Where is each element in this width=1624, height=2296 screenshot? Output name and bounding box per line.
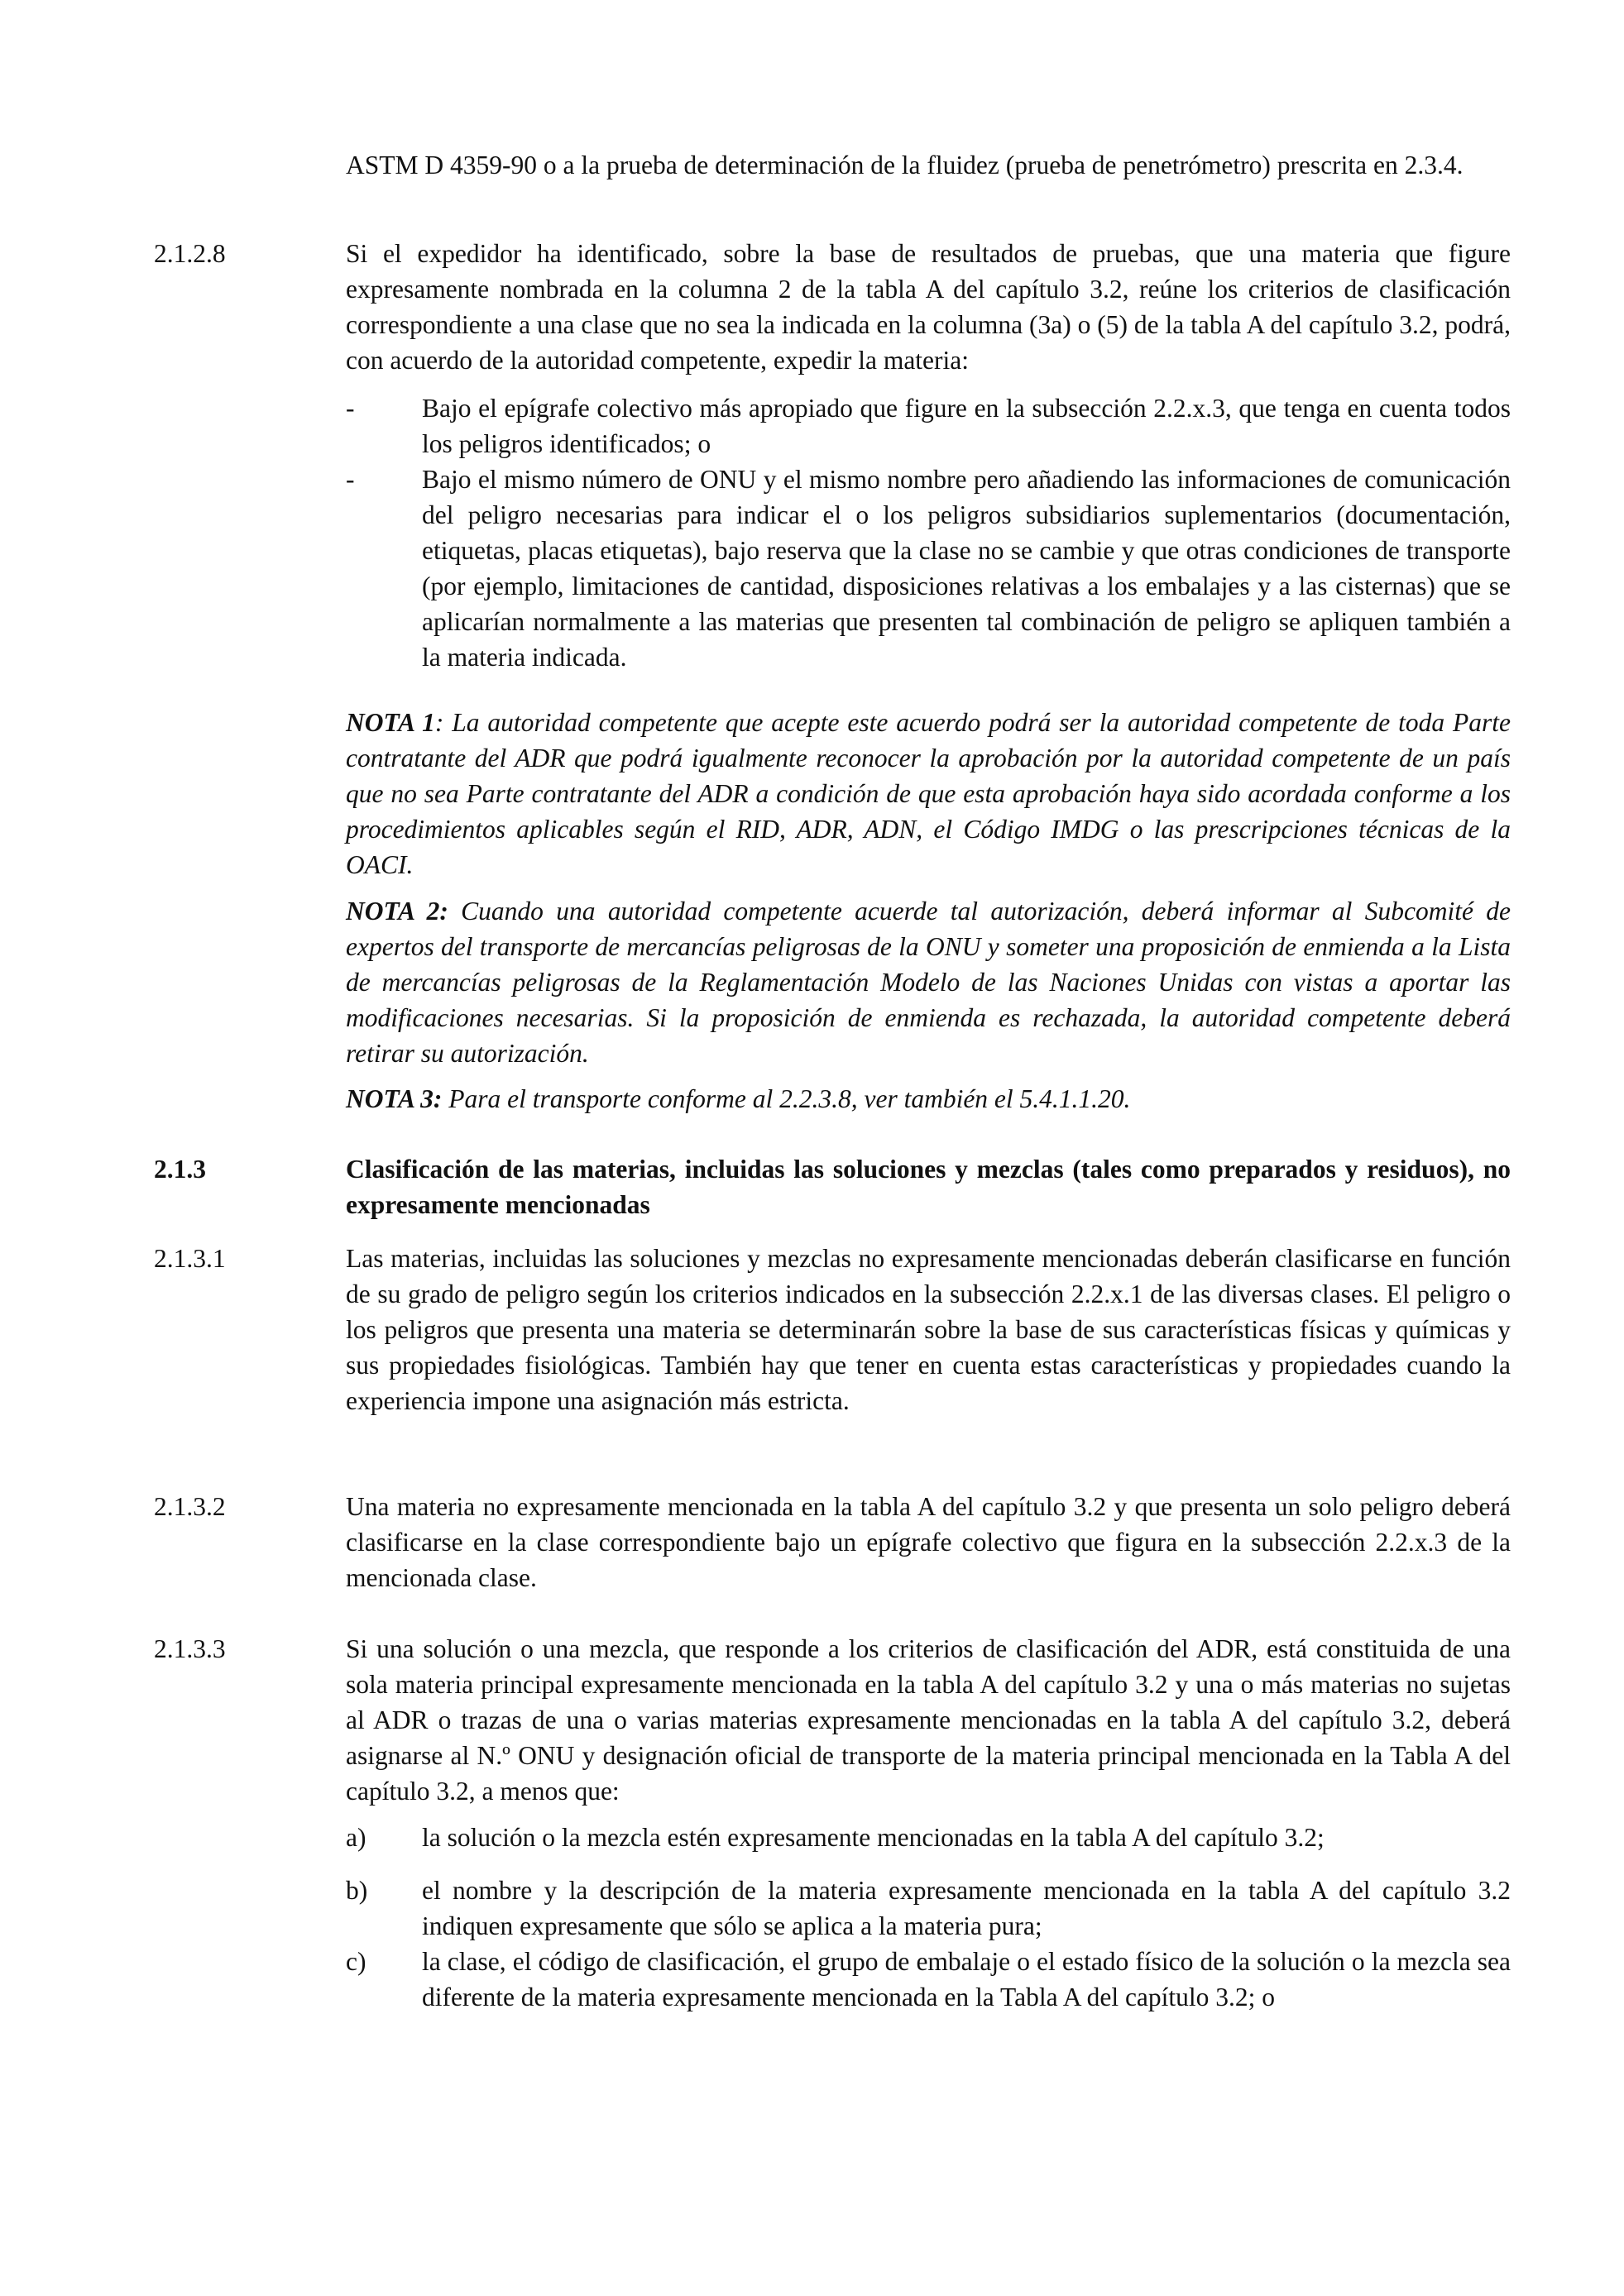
section-number: 2.1.2.8 — [154, 239, 226, 268]
note-separator — [448, 897, 461, 926]
section-number: 2.1.3.2 — [154, 1492, 226, 1521]
bullet-mark: - — [346, 465, 355, 494]
note-text — [346, 705, 1511, 883]
note-body: Para el transporte conforme al 2.2.3.8, ver también el 5.4.1.1.20. — [448, 1084, 1131, 1113]
section-number: 2.1.3.1 — [154, 1244, 226, 1273]
section-number: 2.1.3.3 — [154, 1634, 226, 1663]
list-text: la clase, el código de clasificación, el grupo de embalaje o el estado físico de la solución o la mezcla sea diferente de la materia expresamente mencionada en la Tabla A del capítulo 3.2; o — [422, 1947, 1511, 2011]
note-body: La autoridad competente que acepte este acuerdo podrá ser la autoridad competente de toda Parte contratante del ADR que podrá igualmente reconocer la aprobación por la autoridad competente de un país que no sea Parte contratante del ADR a condición de que esta aprobación haya sido acordada conforme a los procedimientos aplicables según el RID, ADR, ADN, el Código IMDG o las prescripciones técnicas de la OACI. — [346, 708, 1511, 879]
section-text: Si el expedidor ha identificado, sobre la base de resultados de pruebas, que una materia que figure expresamente nombrada en la columna 2 de la tabla A del capítulo 3.2, reúne los criterios de clasificación correspondiente a una clase que no sea la indicada en la columna (3a) o (5) de la tabla A del capítulo 3.2, podrá, con acuerdo de la autoridad competente, expedir la materia: — [346, 239, 1511, 375]
section-title: Clasificación de las materias, incluidas las soluciones y mezclas (tales como preparados y residuos), no expresamente mencionadas — [346, 1155, 1511, 1219]
note-label: NOTA 1 — [346, 708, 435, 737]
note-label: NOTA 2: — [346, 897, 448, 926]
section-text: Una materia no expresamente mencionada en la tabla A del capítulo 3.2 y que presenta un solo peligro deberá clasificarse en la clase correspondiente bajo un epígrafe colectivo que figura en la subsección 2.2.x.3 de la mencionada clase. — [346, 1492, 1511, 1592]
list-text: el nombre y la descripción de la materia expresamente mencionada en la tabla A del capítulo 3.2 indiquen expresamente que sólo se aplica a la materia pura; — [422, 1876, 1511, 1940]
bullet-text: Bajo el mismo número de ONU y el mismo nombre pero añadiendo las informaciones de comunicación del peligro necesarias para indicar el o los peligros subsidiarios suplementarios (documentación, etiquetas, placas etiquetas), bajo reserva que la clase no se cambie y que otras condiciones de transporte (por ejemplo, limitaciones de cantidad, disposiciones relativas a los embalajes y a las cisternas) que se aplicarían normalmente a las materias que presenten tal combinación de peligro se apliquen también a la materia indicada. — [422, 465, 1511, 672]
section-number: 2.1.3 — [154, 1155, 206, 1184]
note-text — [346, 893, 1511, 1071]
note-body: Cuando una autoridad competente acuerde tal autorización, deberá informar al Subcomité de expertos del transporte de mercancías peligrosas de la ONU y someter una proposición de enmienda a la Lista de mercancías peligrosas de la Reglamentación Modelo de las Naciones Unidas con vistas a aportar las modificaciones necesarias. Si la proposición de enmienda es rechazada, la autoridad competente deberá retirar su autorización. — [346, 897, 1511, 1068]
note-separator: : — [434, 708, 453, 737]
bullet-text: Bajo el epígrafe colectivo más apropiado que figure en la subsección 2.2.x.3, que tenga en cuenta todos los peligros identificados; o — [422, 394, 1511, 458]
list-marker: c) — [346, 1947, 366, 1976]
section-text: Las materias, incluidas las soluciones y mezclas no expresamente mencionadas deberán clasificarse en función de su grado de peligro según los criterios indicados en la subsección 2.2.x.1 de las diversas clases. El peligro o los peligros que presenta una materia se determinarán sobre la base de sus características físicas y químicas y sus propiedades fisiológicas. También hay que tener en cuenta estas características y propiedades cuando la experiencia impone una asignación más estricta. — [346, 1244, 1511, 1415]
section-text: Si una solución o una mezcla, que responde a los criterios de clasificación del ADR, está constituida de una sola materia principal expresamente mencionada en la tabla A del capítulo 3.2 y una o más materias no sujetas al ADR o trazas de una o varias materias expresamente mencionadas en la tabla A del capítulo 3.2, deberá asignarse al N.º ONU y designación oficial de transporte de la materia principal mencionada en la Tabla A del capítulo 3.2, a menos que: — [346, 1634, 1511, 1806]
note-text — [346, 1081, 1511, 1117]
bullet-mark: - — [346, 394, 355, 423]
list-marker: b) — [346, 1876, 368, 1905]
continuation-text: ASTM D 4359-90 o a la prueba de determinación de la fluidez (prueba de penetrómetro) prescrita en 2.3.4. — [346, 151, 1464, 179]
list-text: la solución o la mezcla estén expresamente mencionadas en la tabla A del capítulo 3.2; — [422, 1823, 1325, 1852]
note-label: NOTA 3: — [346, 1084, 443, 1113]
list-marker: a) — [346, 1823, 366, 1852]
